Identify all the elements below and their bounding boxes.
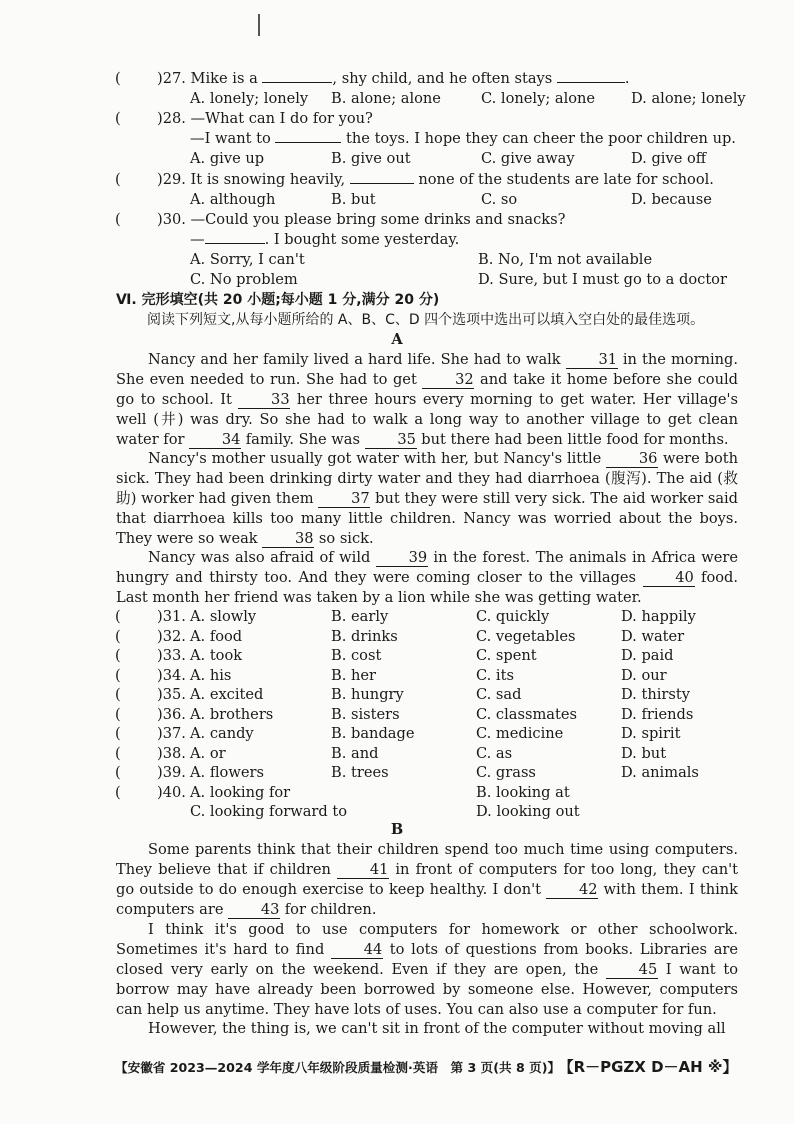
question-number: )34. — [157, 666, 186, 684]
passage-b-paragraph-2: I think it's good to use computers for homework or other schoolwork. Sometimes it's hard to find 44 to lots of questions from books. Libraries are closed very early on the weekend. Even if they are open, the 45 I want to borrow may have already been borrowed by someone else. However, computers can help us anytime. They have lots of uses. You can also use a computer for fun. — [116, 921, 739, 1018]
option: C. lonely; alone — [481, 90, 596, 107]
option: D. friends — [621, 705, 694, 723]
option: A. took — [190, 647, 243, 664]
option: A. candy — [190, 725, 254, 742]
exam-page: ( )27. Mike is a , shy child, and he often stays . A. lonely; lonely B. alone; alone C. lonely; alone D. alone; lonely ( )28. —What can I do for you? —I want to the toys. I hope they can cheer the poor children up. A. give up B. give out C. give away D. give off ( )29. It is snowing heavily, none of the students are late for school. A. although B. but C. so D. because ( )30. —Could you please bring some drinks and snacks? — . I bought some yesterday. A. Sorry, I can't B. No, I'm not available C. No problem D. Sure, but I must go to a doctor Ⅵ. 完形填空(共 20 小题;每小题 1 分,满分 20 分) 阅读下列短文,从每小题所给的 A、B、C、D 四个选项中选出可以填入空白处的最佳选项。 A Nancy and her family lived a hard life. She had to walk 31 in the morning. She even needed to run. She had to get 32 and take it home before she could go to school. It 33 her three hours every morning to get water. Her village's well (井) was dry. So she had to walk a long way to another village to get clean water for 34 family. She was 35 but there had been little food for months. Nancy's mother usually got water with her, but Nancy's little 36 were both sick. They had been drinking dirty water and they had diarrhoea (腹泻). The aid (救助) worker had given them 37 but they were still very sick. The aid worker said that diarrhoea kills too many little children. Nancy was worried about the boys. They were so weak 38 so sick. Nancy was also afraid of wild 39 in the forest. The animals in Africa were hungry and thirsty too. And they were coming closer to the villages 40 food. Last month her friend was taken by a lion while she was getting water. ( )31. A. slowly B. early C. quickly D. happily ( )32. A. food B. drinks C. vegetables D. water ( )33. A. took B. cost C. spent D. paid ( )34. A. his B. her C. its D. our ( )35. A. excited B. hungry C. sad D. thirsty ( )36. A. brothers B. sisters C. classmates D. friends ( )37. A. candy B. bandage C. medicine D. spirit ( )38. A. or B. and C. as D. but ( )39. A. flowers B. trees C. grass D. animals ( )40. A. looking for B. looking at C. looking forward to D. looking out B Some parents think that their children spend too much time using computers. They believe that if children 41 in front of computers for too long, they can't go outside to do enough exercise to keep healthy. I don't 42 with them. I think computers are 43 for children. I think it's good to use computers for homework or other schoolwork. Sometimes it's hard to find 44 to lots of questions from books. Libraries are closed very early on the weekend. Even if they are open, the 45 I want to borrow may have already been borrowed by someone else. However, computers can help us anytime. They have lots of uses. You can also use a computer for fun. However, the thing is, we can't sit in front of the computer without moving all 【安徽省 2023—2024 学年度八年级阶段质量检测·英语 第 3 页(共 8 页)】 【R－PGZX D－AH ※】 — [0, 0, 794, 1124]
blank-number: 33 — [238, 392, 290, 409]
blank-number: 38 — [262, 531, 314, 548]
option: A. looking for — [190, 783, 291, 801]
option: C. sad — [476, 686, 522, 703]
passage-b-paragraph-3: However, the thing is, we can't sit in front of the computer without moving all — [148, 1020, 726, 1037]
answer-paren: ( — [115, 764, 121, 781]
scan-mark — [258, 14, 260, 36]
section-title: Ⅵ. 完形填空(共 20 小题;每小题 1 分,满分 20 分) — [116, 292, 440, 308]
passage-b-label: B — [390, 821, 404, 838]
question-number: )31. — [157, 608, 186, 625]
option: B. early — [331, 608, 389, 625]
answer-paren: ( — [115, 70, 121, 87]
blank-number: 41 — [337, 862, 389, 879]
passage-a-paragraph-3: Nancy was also afraid of wild 39 in the forest. The animals in Africa were hungry and thirsty too. And they were coming closer to the villages 40 food. Last month her friend was taken by a lion while she was getting water. — [116, 549, 739, 606]
page-footer — [115, 1056, 738, 1077]
blank-number: 40 — [643, 570, 695, 587]
option: C. looking forward to — [190, 803, 348, 820]
answer-blank — [262, 82, 332, 83]
footer-code: 【R－PGZX D－AH ※】 — [566, 1058, 738, 1076]
blank-number: 44 — [331, 942, 383, 959]
blank-number: 35 — [365, 432, 417, 449]
option: B. drinks — [331, 627, 398, 645]
passage-a-paragraph-2: Nancy's mother usually got water with her, but Nancy's little 36 were both sick. They had been drinking dirty water and they had diarrhoea (腹泻). The aid (救助) worker had given them 37 but they were still very sick. The aid worker said that diarrhoea kills too many little children. Nancy was worried about the boys. They were so weak 38 so sick. — [116, 450, 739, 547]
answer-paren: ( — [115, 783, 121, 801]
option: B. No, I'm not available — [478, 251, 653, 268]
option: B. but — [331, 191, 376, 208]
option: A. slowly — [190, 608, 257, 625]
option: A. brothers — [190, 705, 274, 723]
question-number: )38. — [157, 744, 186, 762]
answer-paren: ( — [115, 647, 121, 664]
blank-number: 45 — [606, 962, 658, 979]
option: C. No problem — [190, 271, 298, 288]
option: C. so — [481, 191, 518, 208]
option: A. or — [190, 744, 226, 762]
option: D. Sure, but I must go to a doctor — [478, 271, 727, 288]
answer-blank — [275, 142, 341, 143]
blank-number: 36 — [606, 451, 658, 468]
option: D. give off — [631, 150, 707, 167]
blank-number: 37 — [318, 491, 370, 508]
option: A. although — [190, 191, 276, 208]
answer-blank — [557, 82, 625, 83]
blank-number: 34 — [189, 432, 241, 449]
answer-paren: ( — [115, 110, 121, 127]
option: D. happily — [621, 608, 696, 625]
option: B. trees — [331, 764, 389, 781]
question-number: )33. — [157, 647, 186, 664]
option: C. as — [476, 744, 513, 762]
question-number: )37. — [157, 725, 186, 742]
option: A. give up — [190, 150, 265, 167]
option: D. paid — [621, 647, 674, 664]
option: B. and — [331, 744, 379, 762]
option: A. excited — [190, 686, 264, 703]
answer-paren: ( — [115, 608, 121, 625]
option: B. alone; alone — [331, 90, 441, 107]
option: A. his — [190, 666, 232, 684]
option: A. Sorry, I can't — [190, 251, 305, 268]
blank-number: 31 — [566, 352, 618, 369]
option: B. bandage — [331, 725, 415, 742]
section-instruction: 阅读下列短文,从每小题所给的 A、B、C、D 四个选项中选出可以填入空白处的最佳选项。 — [147, 312, 705, 328]
question-number: )39. — [157, 764, 186, 781]
answer-paren: ( — [115, 211, 121, 228]
option: B. give out — [331, 150, 411, 167]
question-number: )36. — [157, 705, 186, 723]
option: D. thirsty — [621, 686, 690, 703]
answer-paren: ( — [115, 744, 121, 762]
answer-paren: ( — [115, 171, 121, 188]
blank-number: 42 — [546, 882, 598, 899]
answer-paren: ( — [115, 627, 121, 645]
option: D. spirit — [621, 725, 681, 742]
option: C. medicine — [476, 725, 564, 742]
answer-paren: ( — [115, 686, 121, 703]
blank-number: 43 — [228, 902, 280, 919]
question-number: )40. — [157, 783, 186, 801]
question-30-line2: — . I bought some yesterday. — [190, 231, 460, 248]
question-number: )27. — [157, 70, 186, 87]
option: D. animals — [621, 764, 699, 781]
option: C. its — [476, 666, 514, 684]
option: D. looking out — [476, 803, 580, 820]
option: A. lonely; lonely — [190, 90, 309, 107]
option: D. alone; lonely — [631, 90, 746, 107]
option: C. classmates — [476, 705, 577, 723]
option: C. give away — [481, 150, 575, 167]
answer-blank — [350, 183, 414, 184]
option: C. spent — [476, 647, 537, 664]
option: B. sisters — [331, 705, 400, 723]
option: D. because — [631, 191, 712, 208]
question-number: )29. — [157, 171, 186, 188]
option: C. vegetables — [476, 627, 576, 645]
passage-a-paragraph-1: Nancy and her family lived a hard life. She had to walk 31 in the morning. She even needed to run. She had to get 32 and take it home before she could go to school. It 33 her three hours every morning to get water. Her village's well (井) was dry. So she had to walk a long way to another village to get clean water for 34 family. She was 35 but there had been little food for months. — [116, 351, 739, 448]
passage-b-paragraph-1: Some parents think that their children spend too much time using computers. They believe that if children 41 in front of computers for too long, they can't go outside to do enough exercise to keep healthy. I don't 42 with them. I think computers are 43 for children. — [116, 841, 739, 918]
answer-paren: ( — [115, 666, 121, 684]
option: D. but — [621, 744, 667, 762]
option: A. flowers — [190, 764, 264, 781]
option: D. our — [621, 666, 667, 684]
blank-number: 32 — [422, 372, 474, 389]
blank-number: 39 — [376, 550, 428, 567]
passage-a-label: A — [391, 331, 403, 348]
option: B. hungry — [331, 686, 404, 703]
option: B. her — [331, 666, 377, 684]
question-number: )28. — [157, 110, 186, 127]
footer-text: 【安徽省 2023—2024 学年度八年级阶段质量检测·英语 第 3 页(共 8 页)】 — [115, 1060, 561, 1075]
question-number: )35. — [157, 686, 186, 703]
option: C. grass — [476, 764, 536, 781]
answer-paren: ( — [115, 705, 121, 723]
question-28-line2: —I want to the toys. I hope they can cheer the poor children up. — [190, 130, 736, 147]
option: D. water — [621, 627, 685, 645]
question-number: )32. — [157, 627, 186, 645]
answer-blank — [205, 243, 265, 244]
option: B. looking at — [476, 783, 570, 801]
option: C. quickly — [476, 608, 550, 625]
answer-paren: ( — [115, 725, 121, 742]
question-number: )30. — [157, 211, 186, 228]
option: A. food — [190, 627, 243, 645]
option: B. cost — [331, 647, 382, 664]
